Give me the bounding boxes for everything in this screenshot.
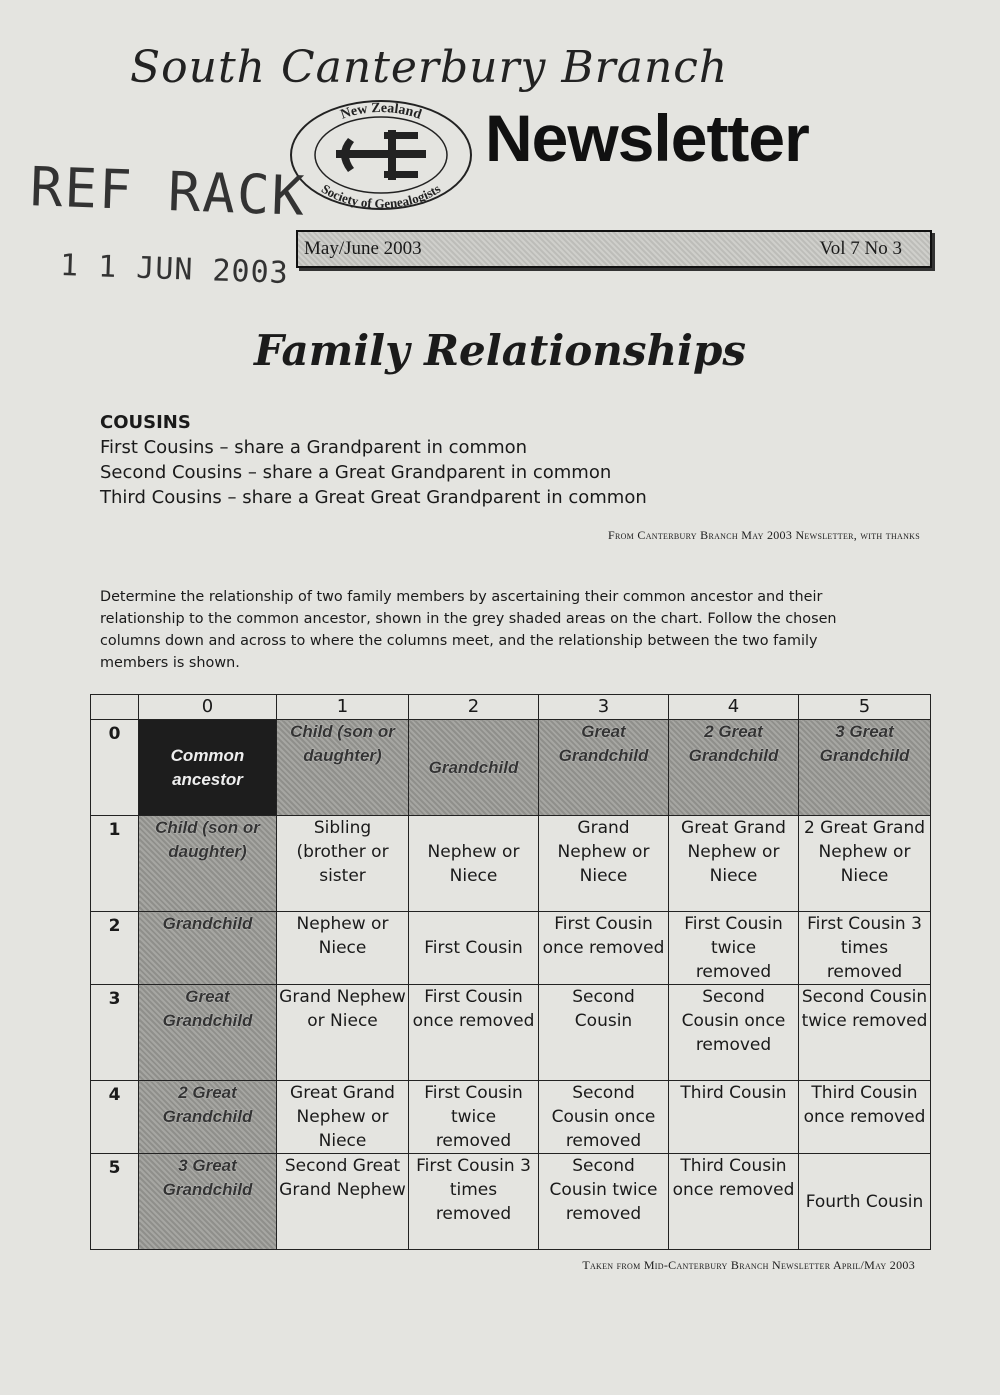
generation-header-cell: 2 Great Grandchild bbox=[669, 720, 799, 816]
cousins-line: Second Cousins – share a Great Grandparent in common bbox=[100, 462, 612, 483]
generation-row-label: Child (son or daughter) bbox=[139, 816, 277, 912]
issue-bar bbox=[296, 230, 932, 268]
masthead-newsletter: Newsletter bbox=[485, 101, 809, 175]
issue-date: May/June 2003 bbox=[304, 238, 422, 259]
ref-rack-stamp: REF RACK bbox=[28, 155, 308, 228]
common-ancestor-cell: Common ancestor bbox=[139, 720, 277, 816]
relationship-cell: Second Cousin twice removed bbox=[539, 1154, 669, 1250]
intro-paragraph: Determine the relationship of two family members by ascertaining their common ancestor and their relationship to the common ancestor, shown in the grey shaded areas on the chart. Follow the chosen columns down and across to where the columns meet, and the relationship between the two family members is shown. bbox=[100, 589, 837, 671]
generation-row-label: 3 Great Grandchild bbox=[139, 1154, 277, 1250]
row-number: 4 bbox=[91, 1081, 139, 1154]
relationship-cell: Third Cousin once removed bbox=[799, 1081, 931, 1154]
relationship-cell: Nephew or Niece bbox=[409, 816, 539, 912]
chart-row bbox=[91, 985, 931, 1081]
generation-header-cell: Grandchild bbox=[409, 720, 539, 816]
generation-header-cell: Child (son or daughter) bbox=[277, 720, 409, 816]
relationship-cell: First Cousin twice removed bbox=[669, 912, 799, 985]
generation-row-label: Grandchild bbox=[139, 912, 277, 985]
row-number: 1 bbox=[91, 816, 139, 912]
chart-column-numbers bbox=[91, 695, 931, 720]
column-number: 1 bbox=[277, 695, 409, 720]
relationship-cell: Sibling (brother or sister bbox=[277, 816, 409, 912]
relationship-chart bbox=[90, 694, 931, 1250]
chart-header-row bbox=[91, 720, 931, 816]
column-number: 3 bbox=[539, 695, 669, 720]
relationship-cell: First Cousin 3 times removed bbox=[799, 912, 931, 985]
generation-row-label: 2 Great Grandchild bbox=[139, 1081, 277, 1154]
relationship-cell: Second Great Grand Nephew bbox=[277, 1154, 409, 1250]
relationship-cell: Second Cousin once removed bbox=[669, 985, 799, 1081]
chart-row bbox=[91, 1081, 931, 1154]
relationship-cell: Great Grand Nephew or Niece bbox=[669, 816, 799, 912]
relationship-cell: First Cousin once removed bbox=[539, 912, 669, 985]
row-number: 3 bbox=[91, 985, 139, 1081]
masthead-branch: South Canterbury Branch bbox=[130, 42, 729, 93]
column-number: 2 bbox=[409, 695, 539, 720]
relationship-cell: Third Cousin once removed bbox=[669, 1154, 799, 1250]
row-number: 5 bbox=[91, 1154, 139, 1250]
chart-row bbox=[91, 816, 931, 912]
relationship-cell: 2 Great Grand Nephew or Niece bbox=[799, 816, 931, 912]
column-number: 5 bbox=[799, 695, 931, 720]
relationship-cell: Third Cousin bbox=[669, 1081, 799, 1154]
row-number: 2 bbox=[91, 912, 139, 985]
page-title: Family Relationships bbox=[254, 326, 746, 375]
relationship-cell: Nephew or Niece bbox=[277, 912, 409, 985]
received-date-stamp: 1 1 JUN 2003 bbox=[59, 248, 290, 291]
chart-row bbox=[91, 912, 931, 985]
relationship-cell: Second Cousin once removed bbox=[539, 1081, 669, 1154]
cousins-line: Third Cousins – share a Great Great Grandparent in common bbox=[100, 487, 647, 508]
relationship-cell: Second Cousin bbox=[539, 985, 669, 1081]
cousins-credit: From Canterbury Branch May 2003 Newsletter, with thanks bbox=[608, 528, 920, 542]
relationship-cell: Grand Nephew or Niece bbox=[277, 985, 409, 1081]
relationship-cell: First Cousin twice removed bbox=[409, 1081, 539, 1154]
column-number: 4 bbox=[669, 695, 799, 720]
cousins-heading: COUSINS bbox=[100, 412, 191, 433]
cousins-section bbox=[100, 410, 920, 510]
generation-header-cell: Great Grandchild bbox=[539, 720, 669, 816]
cousins-line: First Cousins – share a Grandparent in common bbox=[100, 437, 528, 458]
relationship-cell: Second Cousin twice removed bbox=[799, 985, 931, 1081]
relationship-cell: Fourth Cousin bbox=[799, 1154, 931, 1250]
issue-volume: Vol 7 No 3 bbox=[819, 238, 902, 259]
column-number: 0 bbox=[139, 695, 277, 720]
generation-row-label: Great Grandchild bbox=[139, 985, 277, 1081]
svg-text:Society of Genealogists bbox=[319, 181, 443, 211]
chart-credit: Taken from Mid-Canterbury Branch Newsletter April/May 2003 bbox=[582, 1258, 915, 1272]
generation-header-cell: 3 Great Grandchild bbox=[799, 720, 931, 816]
seal-bottom-text: Society of Genealogists bbox=[318, 180, 444, 212]
relationship-cell: First Cousin bbox=[409, 912, 539, 985]
relationship-cell: Grand Nephew or Niece bbox=[539, 816, 669, 912]
seal-emblem-icon bbox=[336, 130, 426, 180]
relationship-cell: First Cousin once removed bbox=[409, 985, 539, 1081]
seal-top-text: New Zealand bbox=[338, 100, 424, 123]
relationship-cell: First Cousin 3 times removed bbox=[409, 1154, 539, 1250]
row-number: 0 bbox=[91, 720, 139, 816]
chart-corner-cell bbox=[91, 695, 139, 720]
society-seal bbox=[288, 98, 474, 212]
relationship-cell: Great Grand Nephew or Niece bbox=[277, 1081, 409, 1154]
chart-row bbox=[91, 1154, 931, 1250]
